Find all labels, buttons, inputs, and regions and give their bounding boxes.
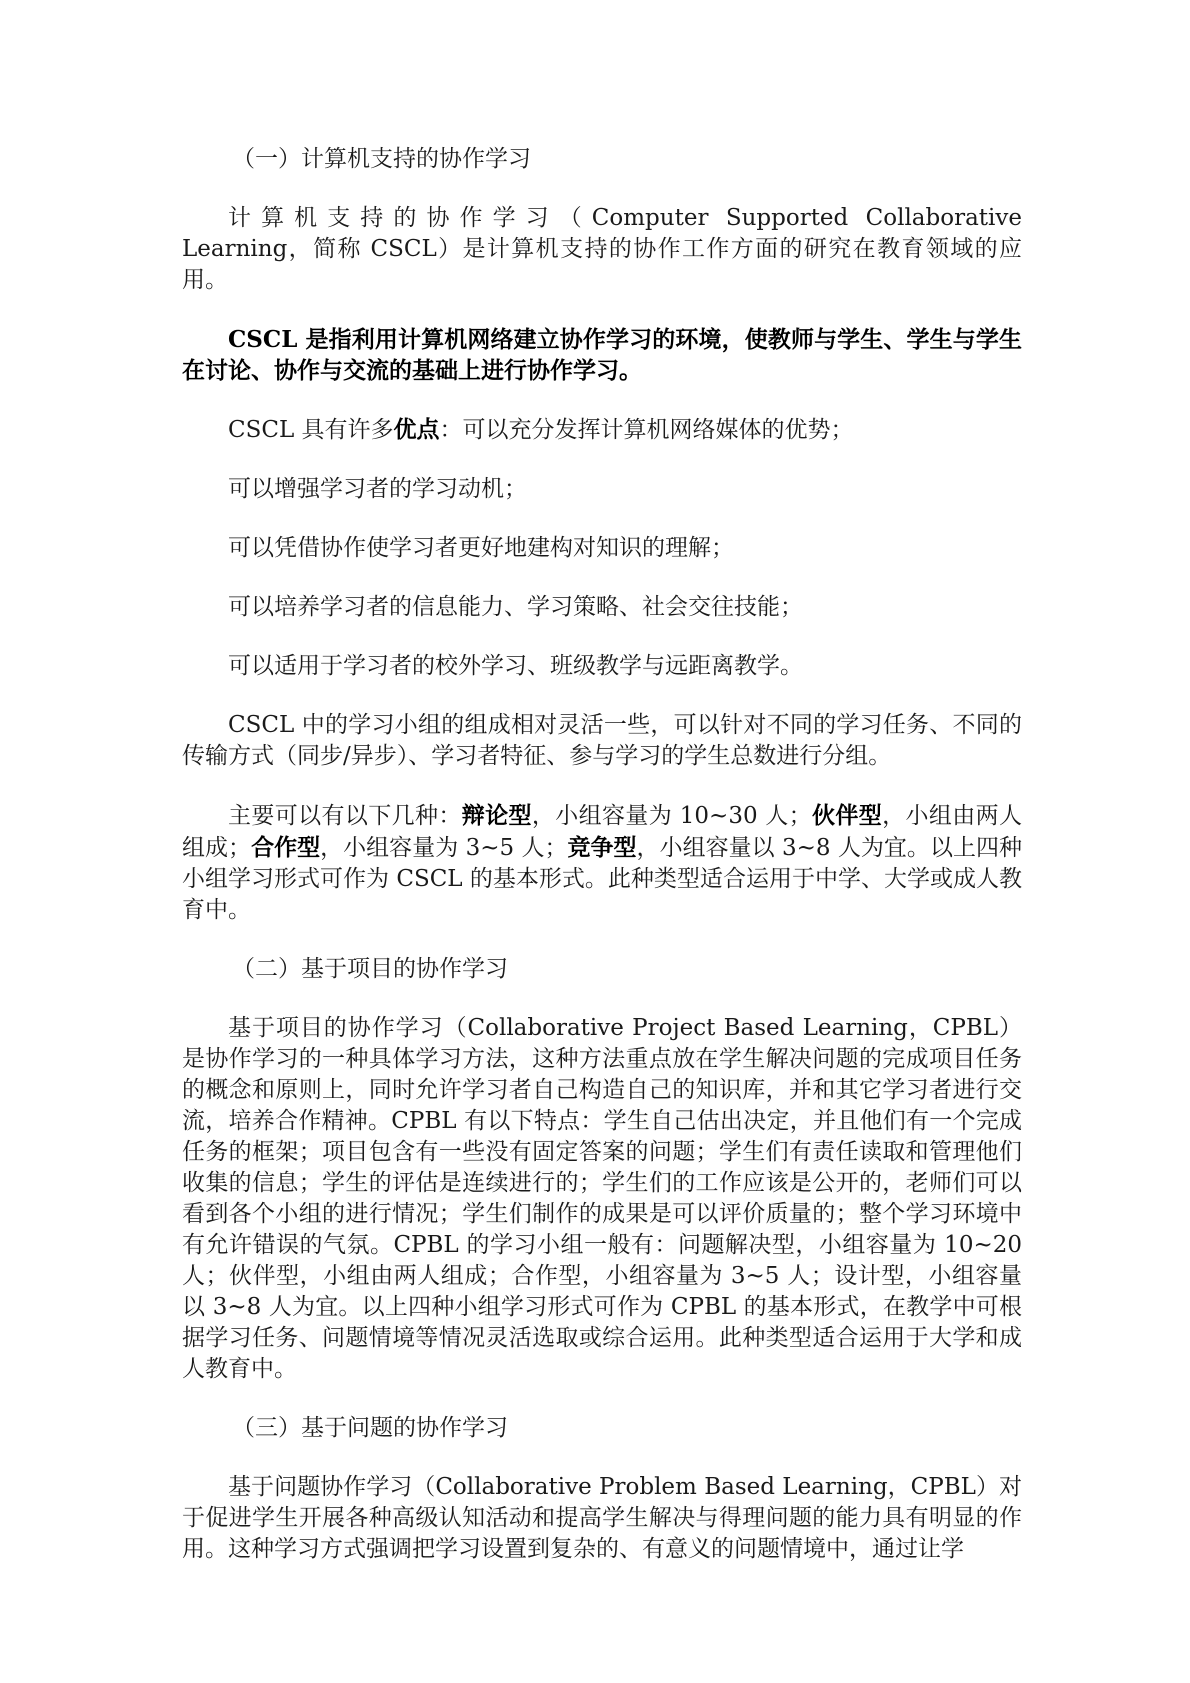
bold-term-competition: 竞争型 — [567, 834, 637, 861]
bold-term-cooperation: 合作型 — [251, 834, 321, 861]
list-item-advantage: 可以增强学习者的学习动机； — [228, 476, 527, 502]
bold-term-advantages: 优点 — [393, 416, 440, 443]
list-item-advantage: 可以凭借协作使学习者更好地建构对知识的理解； — [228, 535, 734, 561]
bold-term-partner: 伙伴型 — [811, 802, 883, 829]
bold-term-debate: 辩论型 — [461, 802, 532, 829]
text-run: CSCL 具有许多 — [228, 417, 394, 443]
paragraph-cscl-groups: CSCL 中的学习小组的组成相对灵活一些，可以针对不同的学习任务、不同的传输方式（同步/异步）、学习者特征、参与学习的学生总数进行分组。 — [182, 712, 1022, 769]
list-item-advantage: 可以培养学习者的信息能力、学习策略、社会交往技能； — [228, 594, 803, 620]
text-run: 主要可以有以下几种： — [228, 803, 462, 829]
document-page — [182, 128, 1022, 1565]
section-heading-cscl: （一）计算机支持的协作学习 — [232, 146, 531, 172]
list-item-advantage: 可以适用于学习者的校外学习、班级教学与远距离教学。 — [228, 653, 803, 679]
text-run: ，小组由两人组成； — [182, 803, 1023, 861]
paragraph-cscl-group-types — [182, 800, 1022, 926]
paragraph-cscl-advantages — [182, 414, 1022, 446]
section-heading-cpbl-problem: （三）基于问题的协作学习 — [232, 1415, 508, 1441]
text-run: ，小组容量为 3~5 人； — [320, 835, 568, 861]
paragraph-cscl-intro: 计算机支持的协作学习（Computer Supported Collaborative Learning，简称 CSCL）是计算机支持的协作工作方面的研究在教育领域的应用。 — [182, 205, 1022, 293]
text-run: ，小组容量以 3~8 人为宜。以上四种小组学习形式可作为 CSCL 的基本形式。此种类型适合运用于中学、大学或成人教育中。 — [182, 835, 1022, 923]
text-run: ，小组容量为 10~30 人； — [531, 803, 812, 829]
paragraph-cpbl-project: 基于项目的协作学习（Collaborative Project Based Learning，CPBL）是协作学习的一种具体学习方法，这种方法重点放在学生解决问题的完成项目任务的概念和原则上，同时允许学习者自己构造自己的知识库，并和其它学习者进行交流，培养合作精神。CPBL 有以下特点：学生自己估出决定，并且他们有一个完成任务的框架；项目包含有一些没有固定答案的问题；学生们有责任读取和管理他们收集的信息；学生的评估是连续进行的；学生们的工作应该是公开的，老师们可以看到各个小组的进行情况；学生们制作的成果是可以评价质量的；整个学习环境中有允许错误的气氛。CPBL 的学习小组一般有：问题解决型，小组容量为 10~20 人；伙伴型，小组由两人组成；合作型，小组容量为 3~5 人；设计型，小组容量以 3~8 人为宜。以上四种小组学习形式可作为 CPBL 的基本形式，在教学中可根据学习任务、问题情境等情况灵活选取或综合运用。此种类型适合运用于大学和成人教育中。 — [182, 1015, 1022, 1382]
paragraph-cscl-definition: CSCL 是指利用计算机网络建立协作学习的环境，使教师与学生、学生与学生在讨论、协作与交流的基础上进行协作学习。 — [182, 326, 1022, 384]
paragraph-cpbl-problem: 基于问题协作学习（Collaborative Problem Based Learning，CPBL）对于促进学生开展各种高级认知活动和提高学生解决与得理问题的能力具有明显的作用。这种学习方式强调把学习设置到复杂的、有意义的问题情境中，通过让学 — [182, 1474, 1022, 1562]
section-heading-cpbl-project: （二）基于项目的协作学习 — [232, 956, 508, 982]
text-run: ：可以充分发挥计算机网络媒体的优势； — [439, 417, 854, 443]
